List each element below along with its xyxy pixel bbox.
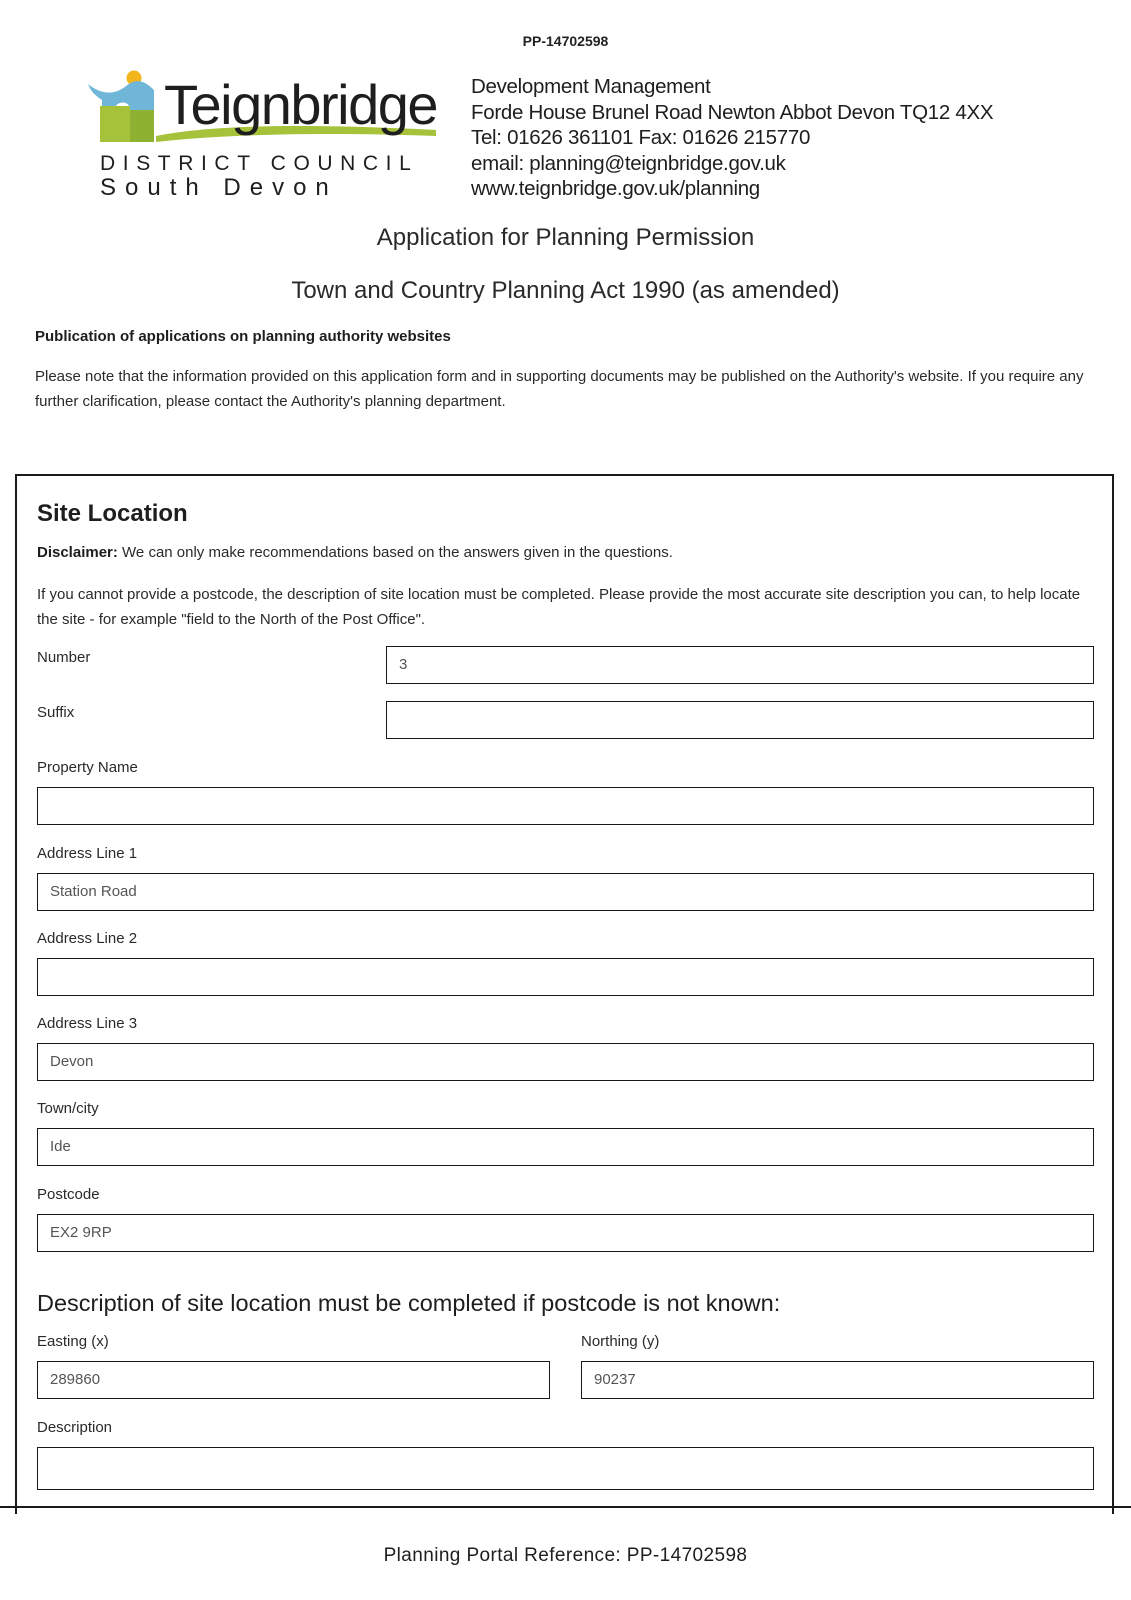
address-line-3-label: Address Line 3 [37,1015,138,1032]
description-heading: Description of site location must be completed if postcode is not known: [37,1290,781,1316]
contact-department: Development Management [471,75,711,98]
logo-name: Teignbridge [164,73,438,136]
application-title: Application for Planning Permission [376,224,755,251]
postcode-label: Postcode [37,1186,100,1203]
address-line-3-field[interactable]: Devon [37,1043,1094,1081]
description-label: Description [37,1419,113,1436]
logo-district-council: DISTRICT COUNCIL [100,152,419,175]
suffix-label: Suffix [37,704,75,721]
logo-south-devon: South Devon [100,174,338,201]
description-field[interactable] [37,1447,1094,1490]
easting-label: Easting (x) [37,1333,109,1350]
disclaimer-label: Disclaimer: [37,544,118,561]
address-line-1-field[interactable]: Station Road [37,873,1094,911]
act-title: Town and Country Planning Act 1990 (as amended) [291,277,840,304]
northing-field[interactable]: 90237 [581,1361,1094,1399]
address-line-2-field[interactable] [37,958,1094,996]
reference-number-top: PP-14702598 [522,33,609,49]
property-name-label: Property Name [37,759,138,776]
footer-reference: Planning Portal Reference: PP-14702598 [383,1545,748,1566]
easting-field[interactable]: 289860 [37,1361,550,1399]
disclaimer [37,544,673,561]
town-field[interactable]: Ide [37,1128,1094,1166]
footer-divider [0,1506,1131,1508]
address-line-1-label: Address Line 1 [37,845,138,862]
property-name-field[interactable] [37,787,1094,825]
publication-text: Please note that the information provided on this application form and in supporting documents may be published on the Authority's website. If you require any further clarification, please contact the Authority's planning department. [35,368,1084,410]
northing-label: Northing (y) [581,1333,660,1350]
disclaimer-text: We can only make recommendations based on the answers given in the questions. [117,544,673,561]
contact-phone: Tel: 01626 361101 Fax: 01626 215770 [471,126,811,150]
section-title: Site Location [37,500,188,527]
number-field[interactable]: 3 [386,646,1094,684]
postcode-field[interactable]: EX2 9RP [37,1214,1094,1252]
number-label: Number [37,649,91,666]
suffix-field[interactable] [386,701,1094,739]
site-instruction: If you cannot provide a postcode, the description of site location must be completed. Please provide the most accurate site description you can, to help locate the site - for example "field to the North of the Post Office". [37,586,1081,628]
contact-website: www.teignbridge.gov.uk/planning [471,177,760,201]
contact-details [471,74,993,202]
publication-heading: Publication of applications on planning authority websites [35,328,451,345]
contact-address: Forde House Brunel Road Newton Abbot Devon TQ12 4XX [471,100,994,124]
address-line-2-label: Address Line 2 [37,930,138,947]
town-label: Town/city [37,1100,99,1117]
teignbridge-logo [86,70,446,200]
contact-email: email: planning@teignbridge.gov.uk [471,151,786,175]
